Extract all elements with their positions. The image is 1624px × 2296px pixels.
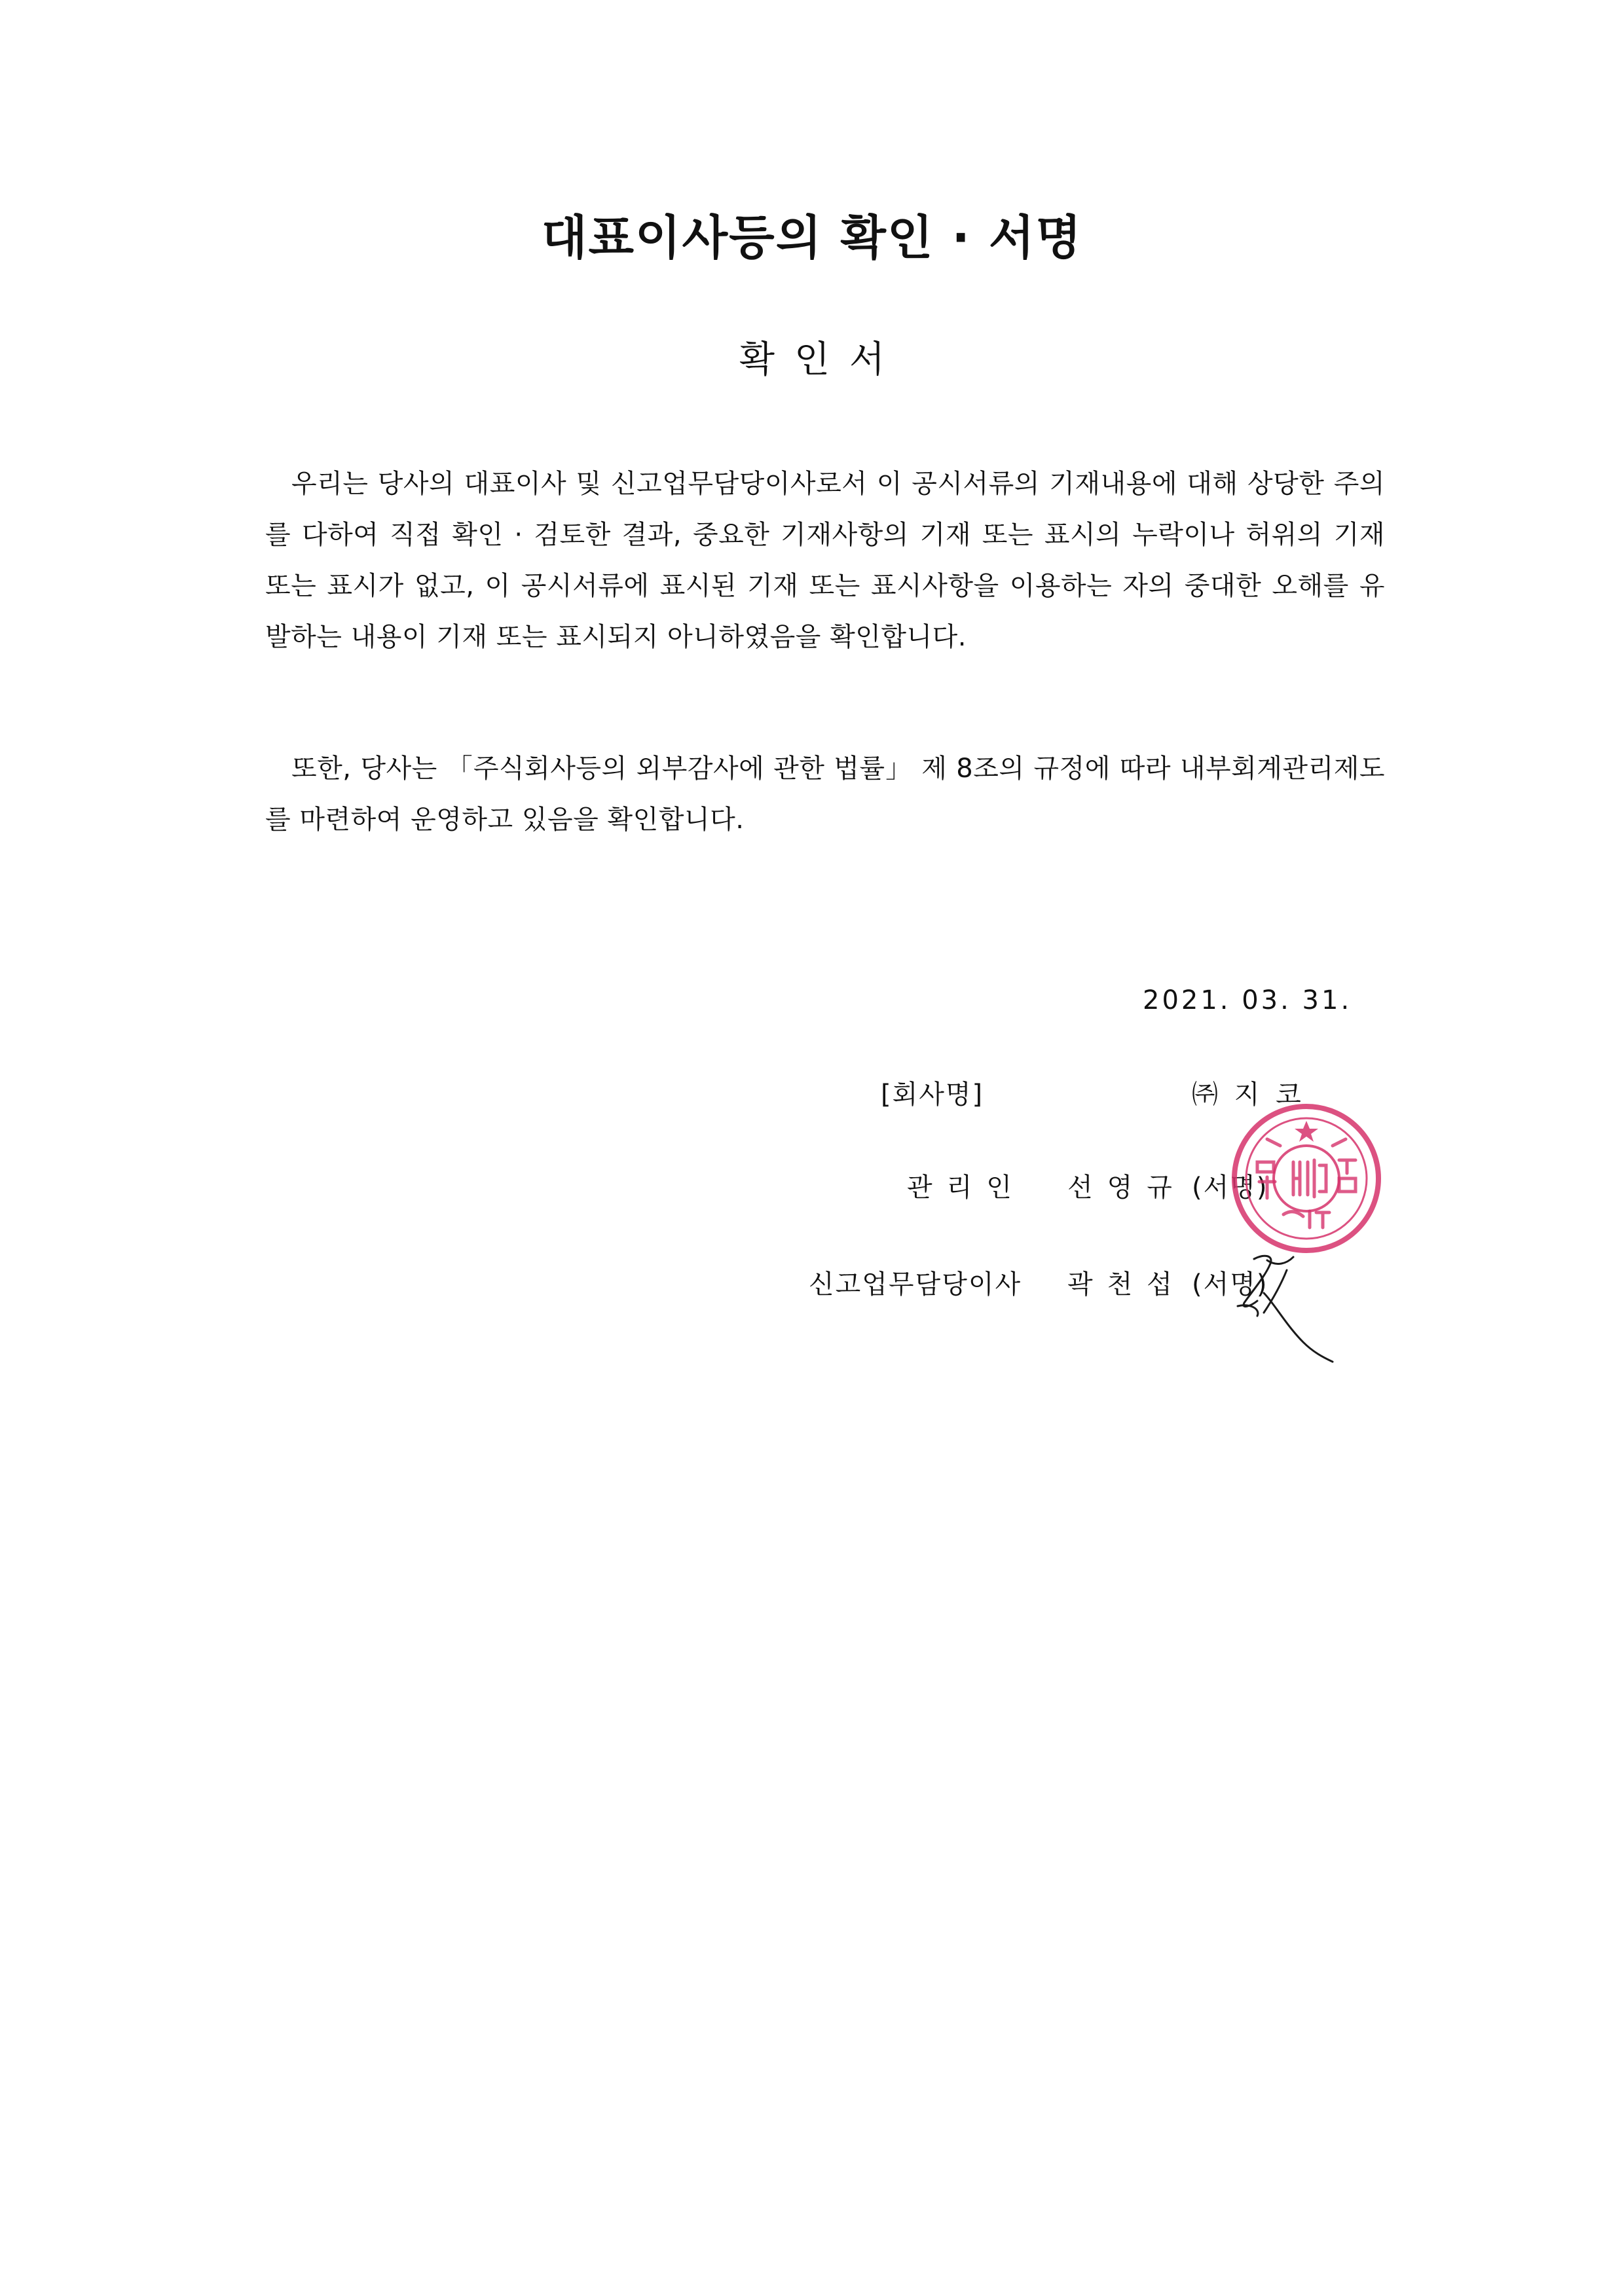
company-label: [회사명] <box>881 1080 984 1110</box>
document-subtitle: 확인서 <box>739 338 905 381</box>
disclosure-officer-label: 신고업무담당이사 <box>809 1269 1022 1300</box>
disclosure-officer-name: 곽천섭 <box>1067 1269 1187 1300</box>
internal-control-paragraph <box>265 743 1385 845</box>
document-title: 대표이사등의 확인 · 서명 <box>541 210 1083 265</box>
document-date: 2021. 03. 31. <box>1143 985 1352 1015</box>
disclosure-officer-signature-mark: (서명) <box>1192 1269 1268 1300</box>
company-name: ㈜ 지 코 <box>1192 1080 1305 1110</box>
representative-label: 관리인 <box>907 1173 1026 1203</box>
confirmation-paragraph-text: 우리는 당사의 대표이사 및 신고업무담당이사로서 이 공시서류의 기재내용에 대해 상당한 주의를 다하여 직접 확인 · 검토한 결과, 중요한 기재사항의 기재 또는 표시의 누락이나 허위의 기재 또는 표시가 없고, 이 공시서류에 표시된 기재 또는 표시사항을 이용하는 자의 중대한 오해를 유발하는 내용이 기재 또는 표시되지 아니하였음을 확인합니다. <box>265 469 1385 652</box>
handwritten-signature-icon <box>1225 1241 1356 1372</box>
representative-signature-mark: (서명) <box>1192 1173 1268 1203</box>
representative-name: 선영규 <box>1067 1173 1187 1203</box>
confirmation-paragraph <box>265 458 1385 663</box>
internal-control-paragraph-text: 또한, 당사는 「주식회사등의 외부감사에 관한 법률」 제 8조의 규정에 따라 내부회계관리제도를 마련하여 운영하고 있음을 확인합니다. <box>265 754 1385 835</box>
company-seal-icon <box>1228 1100 1385 1257</box>
